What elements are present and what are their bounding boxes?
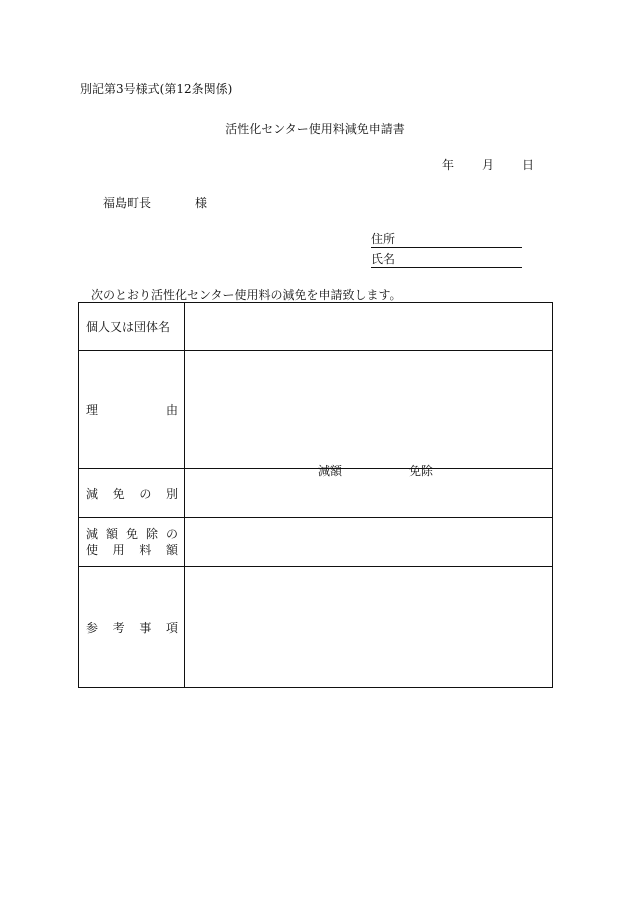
table-row: [79, 351, 553, 469]
label-char: 使: [86, 543, 99, 557]
label-char: の: [139, 486, 152, 501]
reason-input-cell[interactable]: [185, 351, 553, 469]
label-char: 用: [112, 543, 125, 557]
label-char: 事: [139, 620, 152, 635]
addressee: [103, 194, 207, 211]
name-field-label: 個人又は団体名: [79, 303, 185, 351]
month-label: 月: [482, 158, 495, 172]
label-char: 考: [112, 620, 125, 635]
year-label: 年: [442, 158, 455, 172]
addressee-name: 福島町長: [103, 196, 152, 210]
day-label: 日: [522, 158, 535, 172]
label-char: の: [165, 527, 178, 541]
applicant-address-field[interactable]: [371, 230, 522, 248]
label-char: 免: [125, 527, 138, 541]
label-char: 免: [112, 486, 125, 501]
table-row: [79, 567, 553, 688]
label-char: 由: [165, 403, 178, 417]
label-char: 項: [165, 620, 178, 635]
applicant-name-field[interactable]: [371, 250, 522, 268]
label-char: 減: [86, 527, 99, 541]
label-char: 額: [165, 543, 178, 557]
addressee-honorific: 様: [195, 196, 208, 210]
label-char: 除: [145, 527, 158, 541]
type-options-cell: [185, 464, 553, 518]
table-row: [79, 518, 553, 567]
label-char: 参: [86, 620, 99, 635]
notes-field-label: [79, 567, 185, 688]
date-line: [442, 156, 534, 173]
form-reference: 別記第3号様式(第12条関係): [80, 82, 233, 96]
type-field-label: [79, 469, 185, 518]
address-label: 住所: [371, 232, 396, 246]
option-reduction[interactable]: 減額: [318, 464, 343, 478]
label-char: 減: [86, 486, 99, 501]
table-row: [79, 303, 553, 351]
option-exemption[interactable]: 免除: [409, 464, 434, 478]
fee-input-cell[interactable]: [185, 518, 553, 567]
label-char: 理: [86, 403, 99, 417]
intro-text: 次のとおり活性化センター使用料の減免を申請致します。: [91, 288, 402, 302]
reason-field-label: [79, 351, 185, 469]
name-input-cell[interactable]: [185, 303, 553, 351]
name-label: 氏名: [371, 252, 396, 266]
label-char: 額: [105, 527, 118, 541]
table-row: [79, 469, 553, 518]
document-title: 活性化センター使用料減免申請書: [225, 122, 405, 136]
application-form-table: [78, 302, 553, 688]
label-char: 別: [165, 486, 178, 501]
label-char: 料: [139, 543, 152, 557]
notes-input-cell[interactable]: [185, 567, 553, 688]
fee-field-label: [79, 518, 185, 567]
